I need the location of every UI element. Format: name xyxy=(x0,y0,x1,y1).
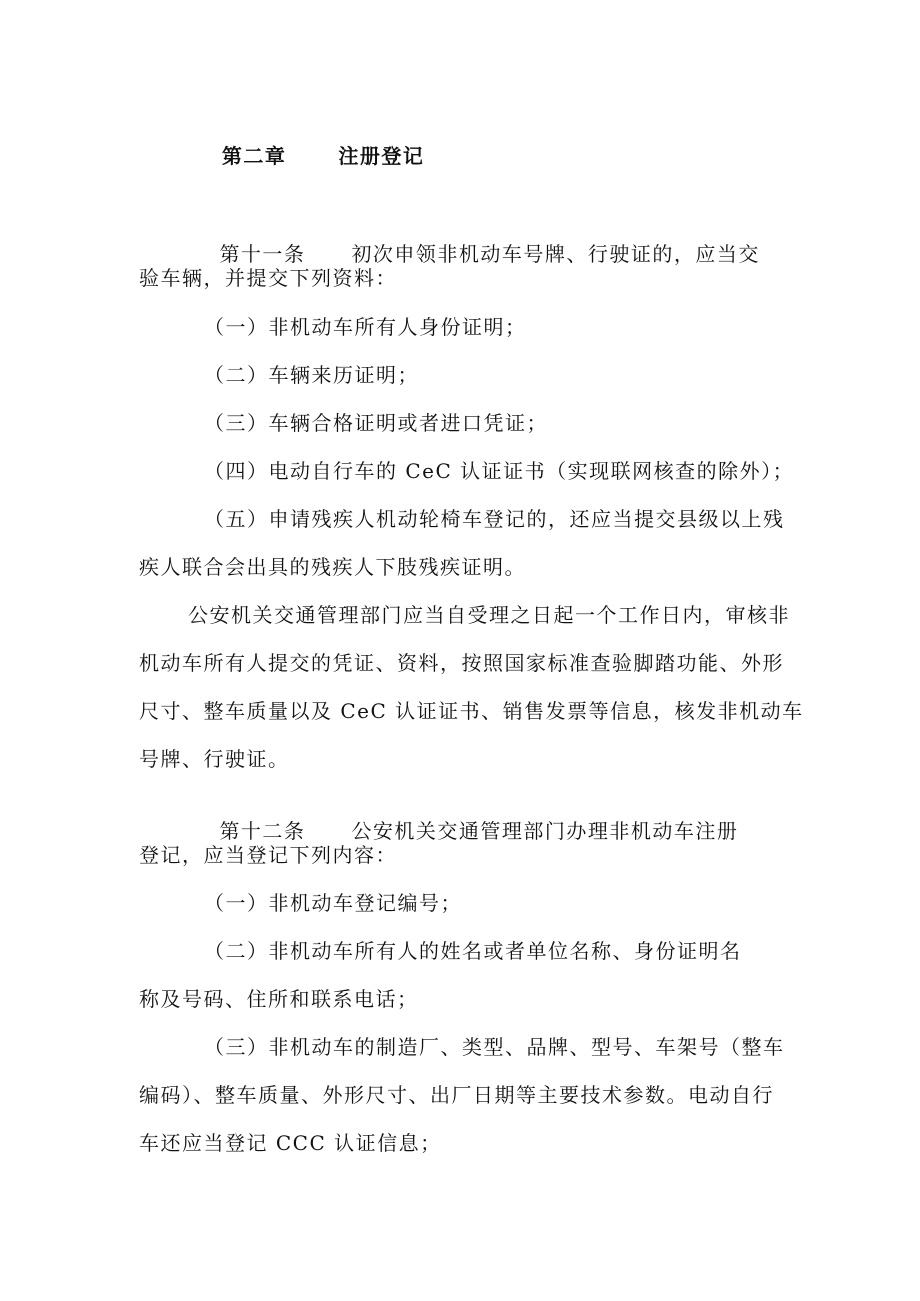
article-12-item-1: （一）非机动车登记编号； xyxy=(204,891,462,915)
article-11-label: 第十一条 xyxy=(219,242,306,266)
article-12-item-3: （三）非机动车的制造厂、类型、品牌、型号、车架号（整车 xyxy=(204,1035,785,1059)
article-12-item-2-continued: 称及号码、住所和联系电话； xyxy=(139,987,419,1011)
article-11-paragraph-line-2: 机动车所有人提交的凭证、资料，按照国家标准查验脚踏功能、外形 xyxy=(139,651,784,675)
chapter-title: 注册登记 xyxy=(338,144,425,168)
article-11-text-2: 验车辆，并提交下列资料： xyxy=(139,266,397,290)
chapter-heading xyxy=(188,120,424,192)
article-11-item-3: （三）车辆合格证明或者进口凭证； xyxy=(204,411,548,435)
article-12-text-2: 登记，应当登记下列内容： xyxy=(139,843,397,867)
article-11-paragraph-line-4: 号牌、行驶证。 xyxy=(139,747,290,771)
article-11-paragraph-line-1: 公安机关交通管理部门应当自受理之日起一个工作日内，审核非 xyxy=(188,603,790,627)
article-12-text-1: 公安机关交通管理部门办理非机动车注册 xyxy=(351,819,739,843)
article-12-item-3-continued-1: 编码）、整车质量、外形尺寸、出厂日期等主要技术参数。电动自行 xyxy=(139,1083,774,1107)
article-12-item-3-continued-2: 车还应当登记 CCC 认证信息； xyxy=(139,1131,442,1155)
article-11-item-4: （四）电动自行车的 CeC 认证证书（实现联网核查的除外）； xyxy=(204,459,795,483)
article-11-item-5: （五）申请残疾人机动轮椅车登记的，还应当提交县级以上残 xyxy=(204,507,785,531)
article-11-item-1: （一）非机动车所有人身份证明； xyxy=(204,315,527,339)
article-11-text-1: 初次申领非机动车号牌、行驶证的，应当交 xyxy=(351,242,760,266)
chapter-number: 第二章 xyxy=(221,144,287,168)
article-12-item-2: （二）非机动车所有人的姓名或者单位名称、身份证明名 xyxy=(204,939,742,963)
article-12-label: 第十二条 xyxy=(219,819,306,843)
article-11-item-5-continued: 疾人联合会出具的残疾人下肢残疾证明。 xyxy=(139,555,526,579)
article-11-item-2: （二）车辆来历证明； xyxy=(204,363,419,387)
article-11-paragraph-line-3: 尺寸、整车质量以及 CeC 认证证书、销售发票等信息，核发非机动车 xyxy=(139,699,804,723)
